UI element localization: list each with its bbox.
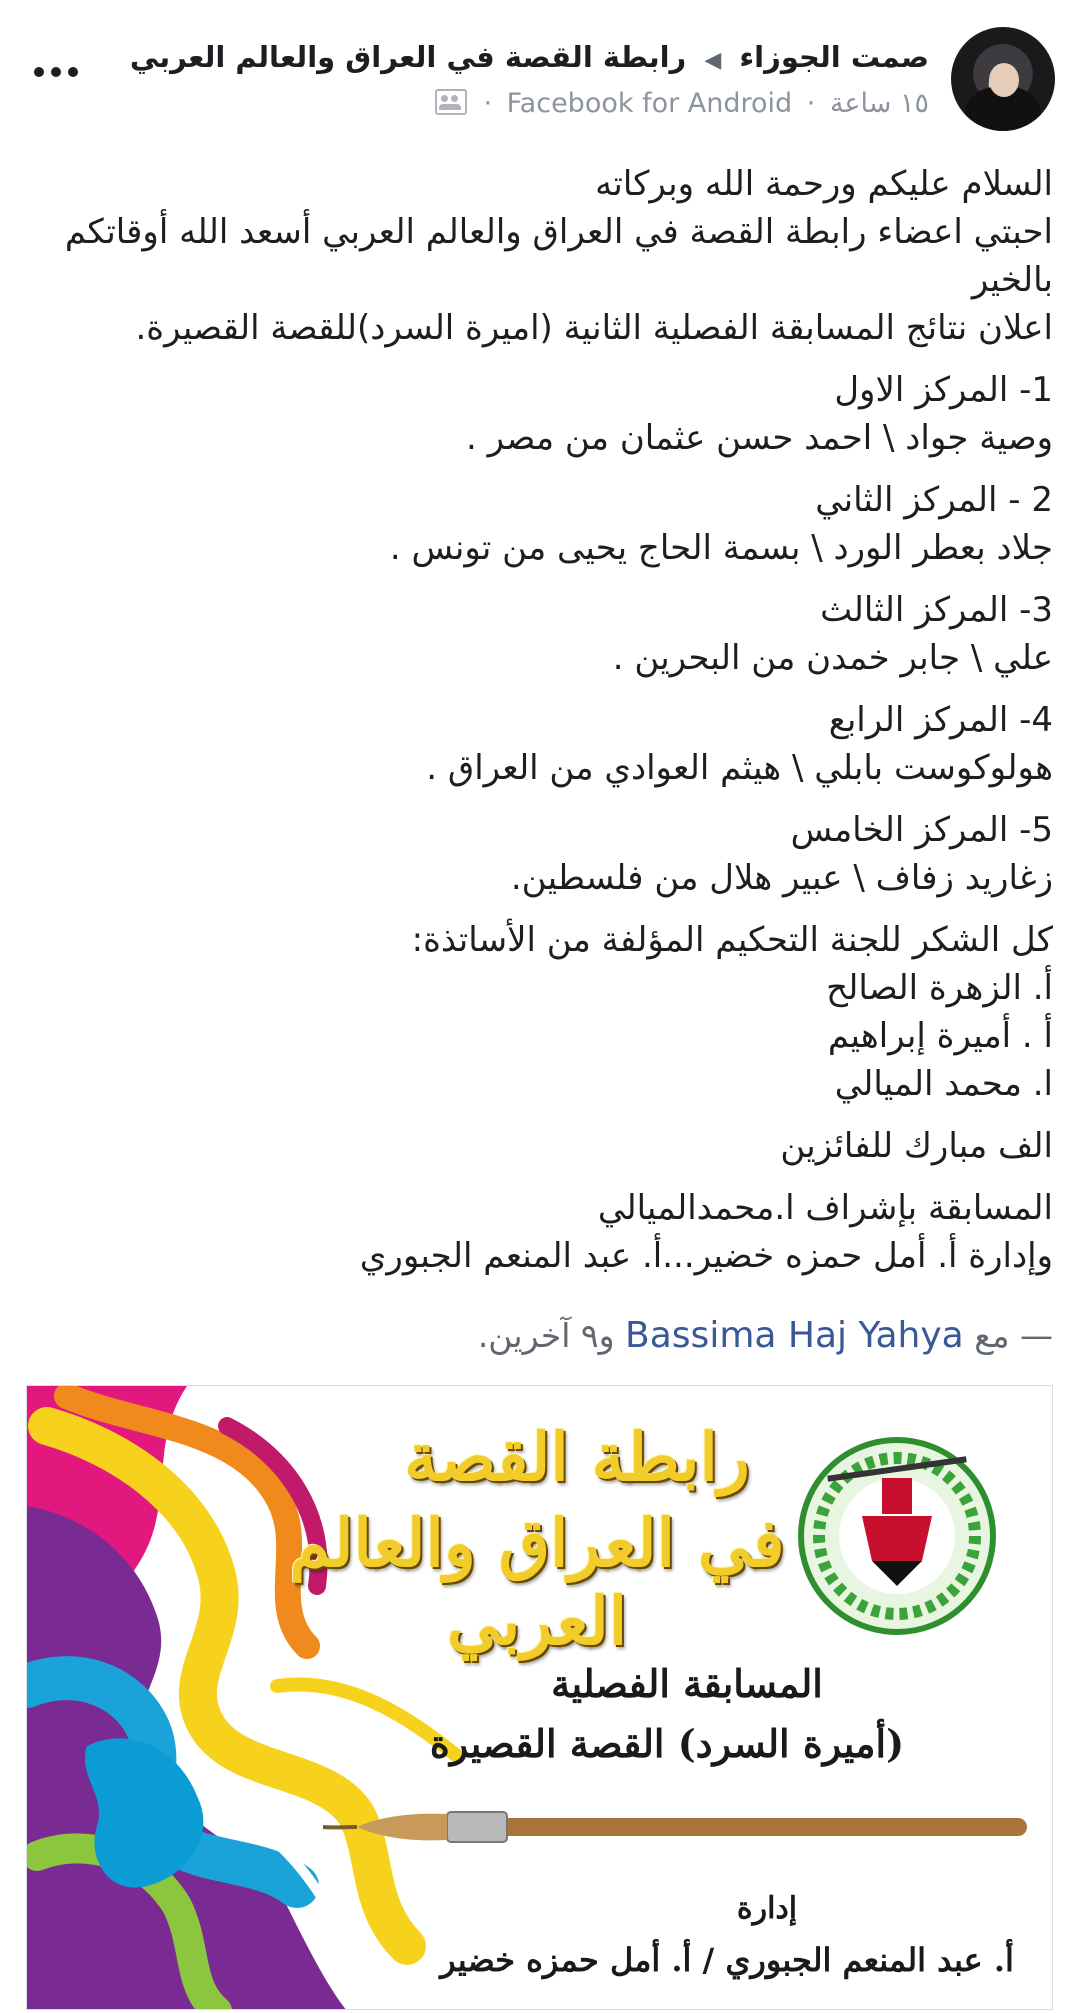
judge-name: أ . أميرة إبراهيم <box>827 1016 1053 1056</box>
poster-title-line-2: في العراق والعالم العربي <box>289 1504 785 1660</box>
post-header <box>0 0 1079 150</box>
more-options-icon[interactable] <box>30 52 82 92</box>
congrats-paragraph <box>53 1122 1053 1170</box>
tag-dash: — <box>1020 1316 1053 1355</box>
place-item <box>53 586 1053 682</box>
meta-separator: · <box>806 88 816 119</box>
intro-paragraph <box>53 160 1053 352</box>
tagged-person-link[interactable]: Bassima Haj Yahya <box>625 1315 964 1356</box>
avatar-face <box>989 63 1019 97</box>
place-title: 1- المركز الاول <box>834 370 1053 410</box>
post-time[interactable]: ١٥ ساعة <box>829 88 929 119</box>
author-avatar[interactable] <box>951 27 1055 131</box>
arrow-right-icon: ◀ <box>704 48 722 73</box>
intro-text-continued: بالخير <box>971 260 1053 300</box>
post-client: Facebook for Android <box>506 88 793 119</box>
thanks-text: كل الشكر للجنة التحكيم المؤلفة من الأساتذة: <box>411 920 1053 960</box>
congrats-text: الف مبارك للفائزين <box>780 1126 1053 1166</box>
author-name[interactable]: صمت الجوزاء <box>739 40 929 74</box>
tag-with: مع <box>974 1316 1010 1355</box>
intro-text: احبتي اعضاء رابطة القصة في العراق والعالم العربي أسعد الله أوقاتكم <box>64 212 1053 252</box>
place-title: 4- المركز الرابع <box>828 700 1053 740</box>
group-name[interactable]: رابطة القصة في العراق والعالم العربي <box>129 40 687 74</box>
poster-subtitle: (أميرة السرد) القصة القصيرة <box>429 1721 905 1766</box>
post-image[interactable] <box>26 1385 1053 2010</box>
place-item <box>53 366 1053 462</box>
place-title: 3- المركز الثالث <box>820 590 1053 630</box>
post-body <box>53 160 1053 1294</box>
post-title-line <box>130 40 929 74</box>
greeting-text: السلام عليكم ورحمة الله وبركاته <box>595 164 1053 204</box>
poster-competition: المسابقة الفصلية <box>551 1661 823 1706</box>
judge-name: أ. الزهرة الصالح <box>826 968 1053 1008</box>
announcement-text: اعلان نتائج المسابقة الفصلية الثانية (اميرة السرد)للقصة القصيرة. <box>135 308 1053 348</box>
tagged-people <box>478 1315 1053 1356</box>
management-text: وإدارة أ. أمل حمزه خضير...أ. عبد المنعم الجبوري <box>359 1236 1053 1276</box>
post-meta <box>435 88 929 119</box>
place-winner: جلاد بعطر الورد \ بسمة الحاج يحيى من تونس . <box>389 528 1053 568</box>
judges-paragraph <box>53 916 1053 1108</box>
place-winner: زغاريد زفاف \ عبير هلال من فلسطين. <box>510 858 1053 898</box>
credits-paragraph <box>53 1184 1053 1280</box>
place-item <box>53 476 1053 572</box>
place-item <box>53 696 1053 792</box>
place-title: 2 - المركز الثاني <box>815 480 1053 520</box>
place-winner: هولوكوست بابلي \ هيثم العوادي من العراق . <box>426 748 1053 788</box>
judge-name: ا. محمد الميالي <box>834 1064 1053 1104</box>
meta-separator: · <box>483 88 493 119</box>
group-audience-icon <box>435 89 467 115</box>
poster-title-line-1: رابطة القصة <box>404 1418 750 1496</box>
tagged-others-link[interactable]: و٩ آخرين. <box>477 1316 615 1355</box>
place-title: 5- المركز الخامس <box>790 810 1053 850</box>
supervision-text: المسابقة بإشراف ا.محمدالميالي <box>597 1188 1053 1228</box>
poster-admin-names: أ. عبد المنعم الجبوري / أ. أمل حمزه خضير <box>440 1941 1014 1979</box>
poster-admin-label: إدارة <box>736 1891 798 1926</box>
place-item <box>53 806 1053 902</box>
place-winner: علي \ جابر خمدن من البحرين . <box>612 638 1053 678</box>
place-winner: وصية جواد \ احمد حسن عثمان من مصر . <box>466 418 1053 458</box>
